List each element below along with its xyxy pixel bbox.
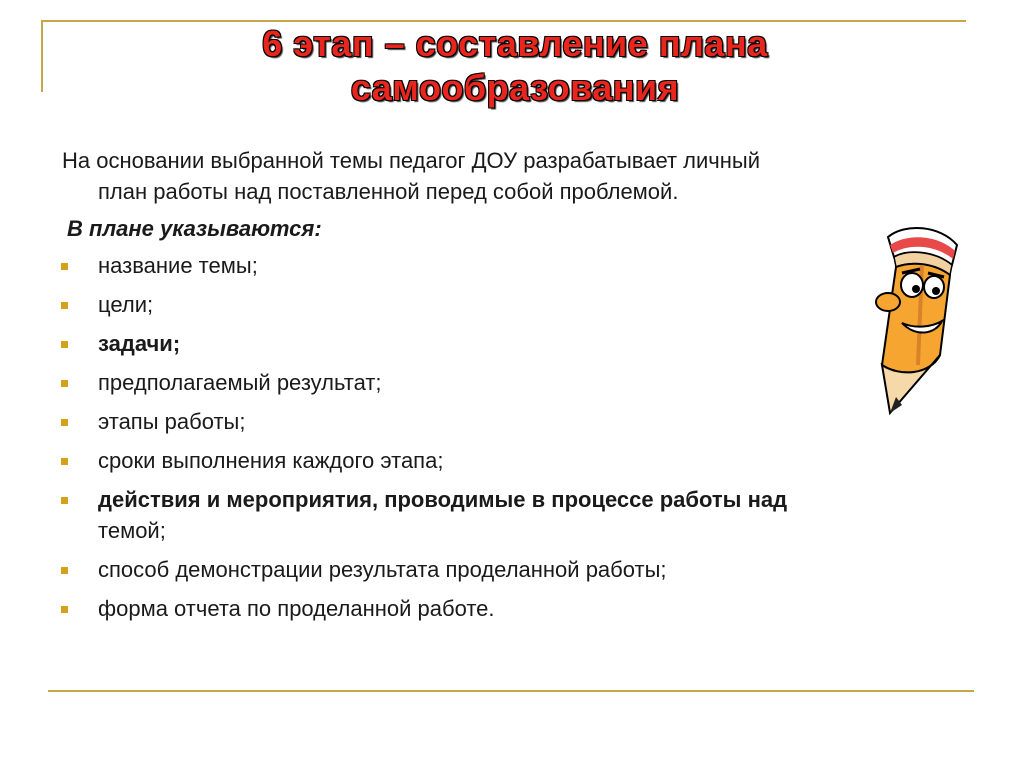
plan-items-list bbox=[58, 250, 898, 632]
bullet-icon bbox=[61, 606, 68, 613]
list-item: действия и мероприятия, проводимые в процессе работы над темой; bbox=[58, 484, 898, 546]
bullet-icon bbox=[61, 302, 68, 309]
list-item: название темы; bbox=[58, 250, 898, 281]
bullet-icon bbox=[61, 419, 68, 426]
bullet-icon bbox=[61, 380, 68, 387]
frame-bottom-line bbox=[48, 690, 974, 692]
slide-title bbox=[150, 22, 880, 110]
bullet-icon bbox=[61, 497, 68, 504]
bullet-icon bbox=[61, 458, 68, 465]
frame-left-line bbox=[41, 20, 43, 92]
list-item: этапы работы; bbox=[58, 406, 898, 437]
list-item: цели; bbox=[58, 289, 898, 320]
intro-line-1: На основании выбранной темы педагог ДОУ разрабатывает личный bbox=[62, 148, 760, 173]
list-item: форма отчета по проделанной работе. bbox=[58, 593, 898, 624]
bullet-icon bbox=[61, 341, 68, 348]
title-line-1: 6 этап – составление плана bbox=[262, 23, 768, 64]
bullet-icon bbox=[61, 263, 68, 270]
title-line-2: самообразования bbox=[350, 67, 680, 108]
list-item: сроки выполнения каждого этапа; bbox=[58, 445, 898, 476]
bullet-icon bbox=[61, 567, 68, 574]
list-item: способ демонстрации результата проделанной работы; bbox=[58, 554, 898, 585]
cartoon-pencil-icon bbox=[860, 215, 970, 430]
intro-line-2: план работы над поставленной перед собой проблемой. bbox=[98, 179, 679, 204]
list-item: предполагаемый результат; bbox=[58, 367, 898, 398]
list-heading: В плане указываются: bbox=[67, 216, 322, 241]
intro-paragraph bbox=[62, 145, 962, 207]
list-item: задачи; bbox=[58, 328, 898, 359]
